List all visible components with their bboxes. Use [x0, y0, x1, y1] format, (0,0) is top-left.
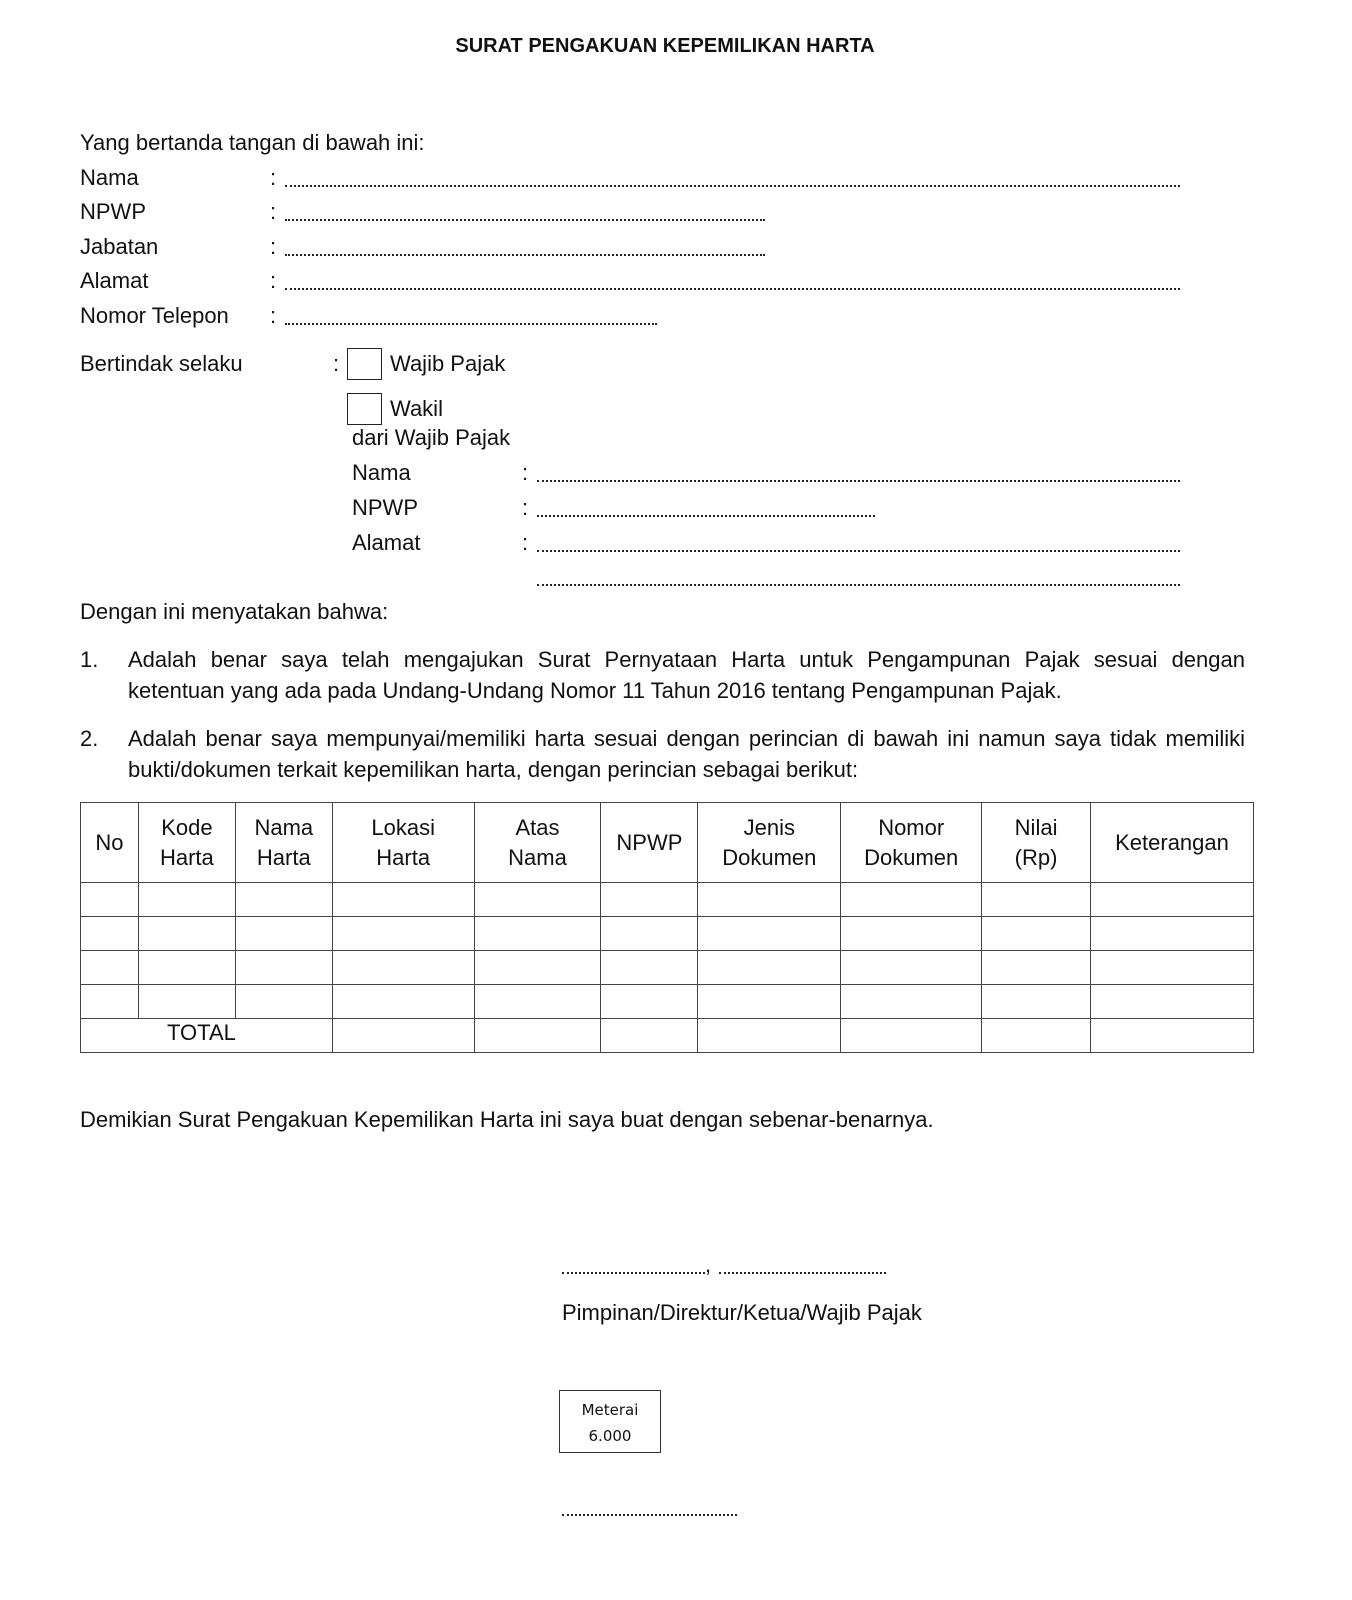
total-cell[interactable]	[698, 1019, 841, 1053]
column-header-text: Harta	[376, 844, 431, 870]
column-header-text: Harta	[256, 844, 311, 870]
column-header	[841, 803, 982, 883]
statement-text: Adalah benar saya mempunyai/memiliki harta sesuai dengan perincian di bawah ini namun saya tidak memiliki bukti/dokumen terkait kepemilikan harta, dengan perincian sebagai berikut:	[128, 726, 1245, 782]
table-cell[interactable]	[81, 985, 139, 1019]
field-npwp-blank[interactable]	[285, 219, 765, 221]
rep-nama-blank[interactable]	[537, 480, 1180, 482]
field-label-telepon: Nomor Telepon	[80, 303, 229, 328]
column-header-text: Keterangan	[1115, 829, 1229, 855]
table-cell[interactable]	[332, 951, 474, 985]
table-cell[interactable]	[1091, 883, 1254, 917]
column-header-text: NPWP	[616, 829, 683, 855]
acting-as-colon: :	[333, 351, 340, 376]
field-label-alamat: Alamat	[80, 268, 149, 293]
rep-alamat-blank-2[interactable]	[537, 584, 1180, 586]
total-label: TOTAL	[81, 1019, 333, 1053]
table-cell[interactable]	[138, 883, 235, 917]
table-cell[interactable]	[235, 883, 332, 917]
column-header-text: (Rp)	[1014, 844, 1058, 870]
place-blank[interactable]	[562, 1272, 705, 1274]
field-nama-blank[interactable]	[285, 185, 1180, 187]
rep-label-alamat: Alamat	[352, 530, 421, 555]
column-header	[474, 803, 601, 883]
table-cell[interactable]	[982, 951, 1091, 985]
table-cell[interactable]	[1091, 951, 1254, 985]
total-cell[interactable]	[332, 1019, 474, 1053]
table-cell[interactable]	[601, 985, 698, 1019]
rep-label-nama: Nama	[352, 460, 411, 485]
table-cell[interactable]	[841, 917, 982, 951]
table-cell[interactable]	[81, 883, 139, 917]
place-date-separator: ,	[705, 1252, 712, 1277]
statement-intro: Dengan ini menyatakan bahwa:	[80, 599, 389, 624]
field-colon: :	[270, 199, 277, 224]
acting-as-label: Bertindak selaku	[80, 351, 243, 376]
checkbox-wakil[interactable]	[347, 393, 382, 425]
field-colon: :	[270, 268, 277, 293]
stamp-duty-box	[559, 1390, 661, 1453]
document-title: SURAT PENGAKUAN KEPEMILIKAN HARTA	[455, 35, 875, 57]
column-header-text: No	[95, 829, 124, 855]
table-cell[interactable]	[841, 985, 982, 1019]
column-header-text: Nilai	[1014, 814, 1058, 840]
column-header	[138, 803, 235, 883]
table-cell[interactable]	[1091, 985, 1254, 1019]
rep-colon: :	[522, 495, 529, 520]
stamp-value: 6.000	[588, 1427, 632, 1445]
field-colon: :	[270, 303, 277, 328]
table-cell[interactable]	[474, 951, 601, 985]
column-header-text: Kode	[161, 814, 213, 840]
table-header-row	[81, 803, 1254, 883]
statement-text: Adalah benar saya telah mengajukan Surat Pernyataan Harta untuk Pengampunan Pajak sesuai dengan ketentuan yang ada pada Undang-Undang Nomor 11 Tahun 2016 tentang Pengampunan Pajak.	[128, 647, 1245, 703]
total-cell[interactable]	[1091, 1019, 1254, 1053]
field-jabatan-blank[interactable]	[285, 254, 765, 256]
table-cell[interactable]	[235, 951, 332, 985]
column-header-text: Harta	[159, 844, 214, 870]
column-header-text: Nomor	[878, 814, 945, 840]
column-header-text: Nama	[254, 814, 314, 840]
table-cell[interactable]	[698, 985, 841, 1019]
total-row	[81, 1019, 1254, 1053]
table-cell[interactable]	[841, 883, 982, 917]
table-cell[interactable]	[698, 917, 841, 951]
table-cell[interactable]	[235, 917, 332, 951]
signature-name-blank[interactable]	[562, 1514, 737, 1516]
table-cell[interactable]	[698, 883, 841, 917]
rep-label-npwp: NPWP	[352, 495, 418, 520]
table-row	[81, 951, 1254, 985]
table-cell[interactable]	[81, 951, 139, 985]
column-header-text: Jenis	[743, 814, 795, 840]
of-taxpayer-label: dari Wajib Pajak	[352, 425, 511, 450]
table-cell[interactable]	[81, 917, 139, 951]
column-header-text: Lokasi	[371, 814, 435, 840]
table-cell[interactable]	[982, 917, 1091, 951]
signatory-role: Pimpinan/Direktur/Ketua/Wajib Pajak	[562, 1300, 922, 1325]
column-header	[601, 803, 698, 883]
option-wakil-label: Wakil	[390, 396, 443, 421]
table-cell[interactable]	[601, 883, 698, 917]
column-header-text: Dokumen	[864, 844, 959, 870]
table-cell[interactable]	[982, 985, 1091, 1019]
table-cell[interactable]	[332, 917, 474, 951]
intro-text: Yang bertanda tangan di bawah ini:	[80, 130, 425, 155]
asset-table	[80, 802, 1254, 1053]
stamp-label: Meterai	[581, 1401, 639, 1419]
table-cell[interactable]	[138, 985, 235, 1019]
field-colon: :	[270, 165, 277, 190]
field-alamat-blank[interactable]	[285, 288, 1180, 290]
table-cell[interactable]	[474, 985, 601, 1019]
table-row	[81, 985, 1254, 1019]
closing-text: Demikian Surat Pengakuan Kepemilikan Harta ini saya buat dengan sebenar-benarnya.	[80, 1107, 934, 1132]
total-cell[interactable]	[841, 1019, 982, 1053]
rep-alamat-blank[interactable]	[537, 550, 1180, 552]
table-cell[interactable]	[332, 883, 474, 917]
total-cell[interactable]	[474, 1019, 601, 1053]
column-header	[81, 803, 139, 883]
total-cell[interactable]	[601, 1019, 698, 1053]
rep-colon: :	[522, 460, 529, 485]
table-cell[interactable]	[138, 951, 235, 985]
table-cell[interactable]	[474, 917, 601, 951]
table-row	[81, 883, 1254, 917]
field-label-nama: Nama	[80, 165, 139, 190]
table-cell[interactable]	[601, 951, 698, 985]
column-header	[698, 803, 841, 883]
table-row	[81, 917, 1254, 951]
column-header	[1091, 803, 1254, 883]
column-header-text: Dokumen	[722, 844, 817, 870]
total-cell[interactable]	[982, 1019, 1091, 1053]
column-header-text: Atas	[515, 814, 560, 840]
option-wajib-pajak-label: Wajib Pajak	[390, 351, 506, 376]
column-header	[235, 803, 332, 883]
statement-number: 1.	[80, 647, 99, 672]
table-cell[interactable]	[601, 917, 698, 951]
table-cell[interactable]	[332, 985, 474, 1019]
table-cell[interactable]	[698, 951, 841, 985]
table-cell[interactable]	[1091, 917, 1254, 951]
field-colon: :	[270, 234, 277, 259]
field-label-npwp: NPWP	[80, 199, 146, 224]
table-cell[interactable]	[138, 917, 235, 951]
date-blank[interactable]	[719, 1272, 886, 1274]
checkbox-wajib-pajak[interactable]	[347, 348, 382, 380]
table-cell[interactable]	[474, 883, 601, 917]
rep-npwp-blank[interactable]	[537, 515, 875, 517]
statement-number: 2.	[80, 726, 99, 751]
field-telepon-blank[interactable]	[285, 323, 657, 325]
field-label-jabatan: Jabatan	[80, 234, 159, 259]
column-header-text: Nama	[508, 844, 567, 870]
column-header	[982, 803, 1091, 883]
table-cell[interactable]	[841, 951, 982, 985]
table-cell[interactable]	[982, 883, 1091, 917]
column-header	[332, 803, 474, 883]
rep-colon: :	[522, 530, 529, 555]
table-cell[interactable]	[235, 985, 332, 1019]
